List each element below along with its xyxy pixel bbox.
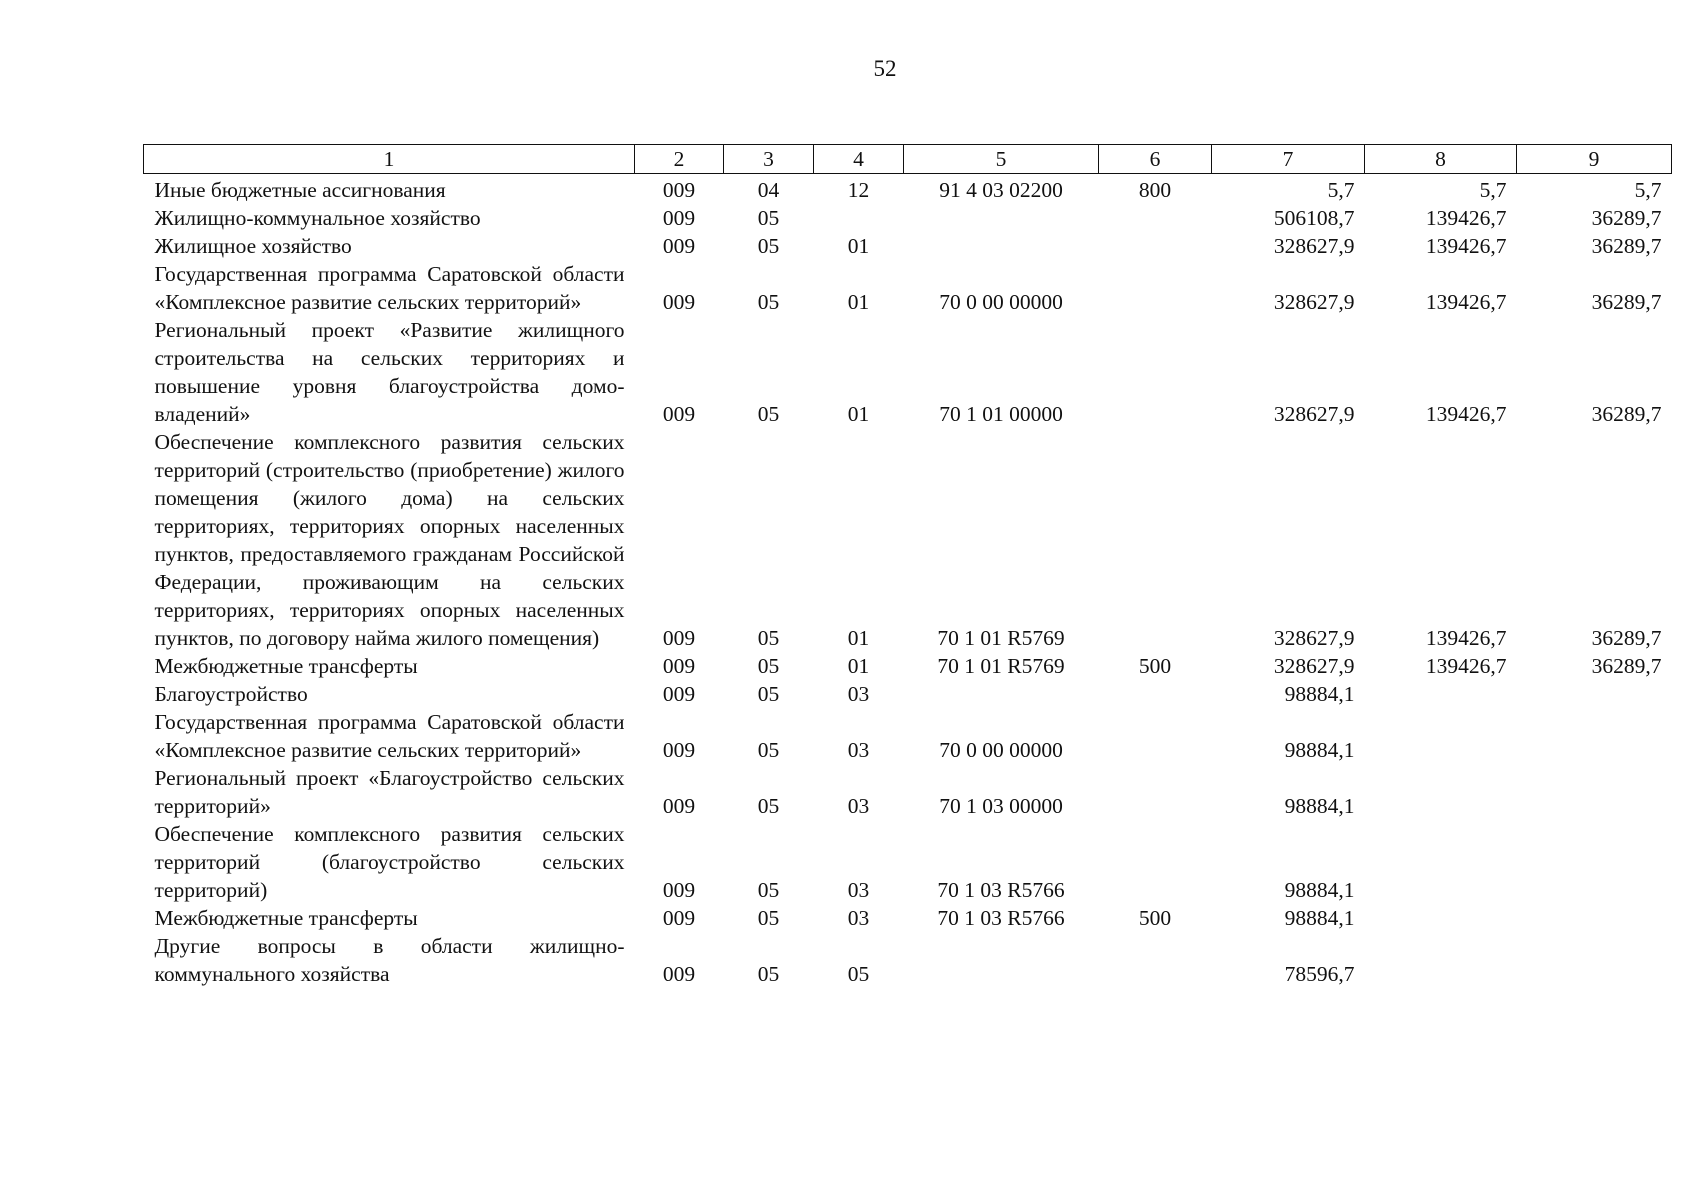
- cell-code-subsection: 05: [847, 962, 870, 986]
- cell-code-expense-type: 800: [1138, 178, 1172, 202]
- column-header-3: 3: [724, 145, 814, 174]
- cell-amount-col8: [1365, 904, 1517, 932]
- cell-code-target-article: 91 4 03 02200: [939, 178, 1063, 202]
- cell-code-ministry: 009: [662, 234, 696, 258]
- cell-item-name: Региональный проект «Благоустройство сельских территорий»: [154, 766, 625, 818]
- cell-amount-col9: [1517, 932, 1672, 988]
- cell-amount-col8: 139426,7: [1425, 654, 1507, 678]
- table-body: [144, 174, 1672, 989]
- table-row: [144, 820, 1672, 904]
- cell-amount-col7: 328627,9: [1273, 654, 1355, 678]
- cell-code-expense-type: [1099, 932, 1212, 988]
- cell-item-name: Благоустройство: [154, 682, 308, 706]
- cell-code-ministry: 009: [662, 402, 696, 426]
- cell-code-ministry: 009: [662, 654, 696, 678]
- cell-code-target-article: 70 1 01 R5769: [937, 626, 1065, 650]
- cell-code-target-article: [904, 932, 1099, 988]
- cell-code-expense-type: 500: [1138, 654, 1172, 678]
- cell-code-expense-type: [1099, 204, 1212, 232]
- cell-code-section: 05: [757, 234, 780, 258]
- table-row: [144, 708, 1672, 764]
- cell-amount-col7: 328627,9: [1273, 290, 1355, 314]
- cell-code-subsection: 01: [847, 626, 870, 650]
- column-header-6: 6: [1099, 145, 1212, 174]
- cell-code-section: 05: [757, 402, 780, 426]
- cell-code-subsection: [814, 204, 904, 232]
- cell-amount-col9: [1517, 820, 1672, 904]
- cell-code-target-article: [904, 680, 1099, 708]
- cell-item-name: Межбюджетные трансферты: [154, 654, 418, 678]
- cell-code-target-article: 70 1 01 R5769: [937, 654, 1065, 678]
- cell-amount-col9: 36289,7: [1591, 234, 1662, 258]
- cell-code-section: 05: [757, 794, 780, 818]
- cell-code-expense-type: [1099, 764, 1212, 820]
- cell-code-expense-type: [1099, 428, 1212, 652]
- cell-code-subsection: 03: [847, 794, 870, 818]
- cell-code-subsection: 03: [847, 738, 870, 762]
- cell-code-section: 05: [757, 962, 780, 986]
- cell-amount-col8: [1365, 820, 1517, 904]
- cell-amount-col7: 98884,1: [1284, 794, 1355, 818]
- cell-code-expense-type: [1099, 260, 1212, 316]
- header-row: [144, 145, 1672, 174]
- cell-code-expense-type: 500: [1138, 906, 1172, 930]
- table-header: [144, 145, 1672, 174]
- cell-code-expense-type: [1099, 232, 1212, 260]
- column-header-4: 4: [814, 145, 904, 174]
- cell-code-target-article: 70 0 00 00000: [939, 290, 1063, 314]
- column-header-2: 2: [635, 145, 724, 174]
- cell-code-subsection: 01: [847, 654, 870, 678]
- cell-item-name: Обеспечение комплексного развития сельских территорий (строительство (приобретение) жилого помещения (жилого дома) на сельских территориях, территориях опорных населенных пунктов, предоставляемого гражданам Российской Федерации, проживающим на сельских территориях, территориях опорных населенных пунктов, по договору найма жилого помещения): [154, 430, 625, 650]
- cell-amount-col7: 5,7: [1327, 178, 1355, 202]
- cell-code-subsection: 03: [847, 878, 870, 902]
- cell-amount-col8: 139426,7: [1425, 234, 1507, 258]
- table-row: [144, 904, 1672, 932]
- cell-amount-col8: 5,7: [1479, 178, 1507, 202]
- cell-code-expense-type: [1099, 708, 1212, 764]
- cell-code-expense-type: [1099, 820, 1212, 904]
- cell-item-name: Государственная программа Саратовской области «Комплексное развитие сельских территорий»: [154, 710, 625, 762]
- cell-amount-col7: 98884,1: [1284, 738, 1355, 762]
- cell-code-ministry: 009: [662, 682, 696, 706]
- cell-code-target-article: [904, 232, 1099, 260]
- column-header-8: 8: [1365, 145, 1517, 174]
- cell-code-target-article: 70 1 01 00000: [939, 402, 1063, 426]
- cell-amount-col9: [1517, 904, 1672, 932]
- cell-item-name: Обеспечение комплексного развития сельских территорий (благоустройство сельских территорий): [154, 822, 625, 902]
- cell-amount-col9: 36289,7: [1591, 206, 1662, 230]
- cell-code-section: 05: [757, 738, 780, 762]
- cell-code-subsection: 01: [847, 234, 870, 258]
- table-row: [144, 680, 1672, 708]
- cell-amount-col8: 139426,7: [1425, 626, 1507, 650]
- cell-code-section: 05: [757, 682, 780, 706]
- cell-amount-col8: [1365, 680, 1517, 708]
- cell-code-ministry: 009: [662, 906, 696, 930]
- table-row: [144, 652, 1672, 680]
- cell-code-ministry: 009: [662, 878, 696, 902]
- cell-code-target-article: 70 1 03 R5766: [937, 906, 1065, 930]
- cell-code-subsection: 03: [847, 682, 870, 706]
- cell-item-name: Жилищное хозяйство: [154, 234, 352, 258]
- cell-amount-col7: 506108,7: [1273, 206, 1355, 230]
- cell-code-section: 05: [757, 906, 780, 930]
- cell-code-section: 05: [757, 654, 780, 678]
- cell-item-name: Другие вопросы в области жилищно-коммунального хозяйства: [154, 934, 625, 986]
- cell-amount-col8: 139426,7: [1425, 290, 1507, 314]
- cell-code-section: 05: [757, 290, 780, 314]
- cell-amount-col9: [1517, 708, 1672, 764]
- cell-code-section: 05: [757, 626, 780, 650]
- table-row: [144, 764, 1672, 820]
- cell-item-name: Государственная программа Саратовской области «Комплексное развитие сельских территорий»: [154, 262, 625, 314]
- cell-amount-col8: [1365, 708, 1517, 764]
- cell-code-ministry: 009: [662, 178, 696, 202]
- cell-code-subsection: 03: [847, 906, 870, 930]
- table-row: [144, 232, 1672, 260]
- cell-code-ministry: 009: [662, 290, 696, 314]
- cell-item-name: Региональный проект «Развитие жилищного строительства на сельских территориях и повышение уровня благоустройства домовладений»: [154, 318, 625, 426]
- cell-code-target-article: [904, 204, 1099, 232]
- cell-code-section: 05: [757, 206, 780, 230]
- cell-amount-col8: [1365, 764, 1517, 820]
- cell-amount-col9: 36289,7: [1591, 626, 1662, 650]
- cell-code-section: 05: [757, 878, 780, 902]
- column-header-1: 1: [144, 145, 635, 174]
- cell-amount-col9: [1517, 764, 1672, 820]
- cell-amount-col7: 98884,1: [1284, 878, 1355, 902]
- cell-amount-col9: [1517, 680, 1672, 708]
- cell-code-ministry: 009: [662, 738, 696, 762]
- cell-code-ministry: 009: [662, 962, 696, 986]
- column-header-7: 7: [1212, 145, 1365, 174]
- cell-code-expense-type: [1099, 680, 1212, 708]
- cell-amount-col8: 139426,7: [1425, 206, 1507, 230]
- cell-amount-col7: 78596,7: [1284, 962, 1355, 986]
- cell-code-section: 04: [757, 178, 780, 202]
- cell-amount-col9: 36289,7: [1591, 402, 1662, 426]
- table-row: [144, 204, 1672, 232]
- table-row: [144, 260, 1672, 316]
- page-number: 52: [873, 56, 897, 81]
- table-row: [144, 174, 1672, 205]
- cell-item-name: Иные бюджетные ассигнования: [154, 178, 446, 202]
- column-header-5: 5: [904, 145, 1099, 174]
- cell-item-name: Жилищно-коммунальное хозяйство: [154, 206, 481, 230]
- budget-table: [143, 144, 1672, 988]
- cell-code-subsection: 01: [847, 402, 870, 426]
- table-row: [144, 428, 1672, 652]
- cell-amount-col7: 98884,1: [1284, 682, 1355, 706]
- column-header-9: 9: [1517, 145, 1672, 174]
- cell-amount-col7: 328627,9: [1273, 234, 1355, 258]
- table-row: [144, 932, 1672, 988]
- cell-amount-col8: [1365, 932, 1517, 988]
- cell-code-ministry: 009: [662, 794, 696, 818]
- cell-code-target-article: 70 1 03 R5766: [937, 878, 1065, 902]
- cell-amount-col9: 36289,7: [1591, 654, 1662, 678]
- table-row: [144, 316, 1672, 428]
- cell-code-ministry: 009: [662, 206, 696, 230]
- cell-amount-col9: 5,7: [1634, 178, 1662, 202]
- cell-item-name: Межбюджетные трансферты: [154, 906, 418, 930]
- cell-code-subsection: 01: [847, 290, 870, 314]
- cell-code-subsection: 12: [847, 178, 870, 202]
- cell-code-ministry: 009: [662, 626, 696, 650]
- cell-amount-col9: 36289,7: [1591, 290, 1662, 314]
- cell-code-target-article: 70 0 00 00000: [939, 738, 1063, 762]
- cell-code-target-article: 70 1 03 00000: [939, 794, 1063, 818]
- cell-amount-col7: 328627,9: [1273, 626, 1355, 650]
- cell-amount-col8: 139426,7: [1425, 402, 1507, 426]
- cell-amount-col7: 328627,9: [1273, 402, 1355, 426]
- cell-code-expense-type: [1099, 316, 1212, 428]
- cell-amount-col7: 98884,1: [1284, 906, 1355, 930]
